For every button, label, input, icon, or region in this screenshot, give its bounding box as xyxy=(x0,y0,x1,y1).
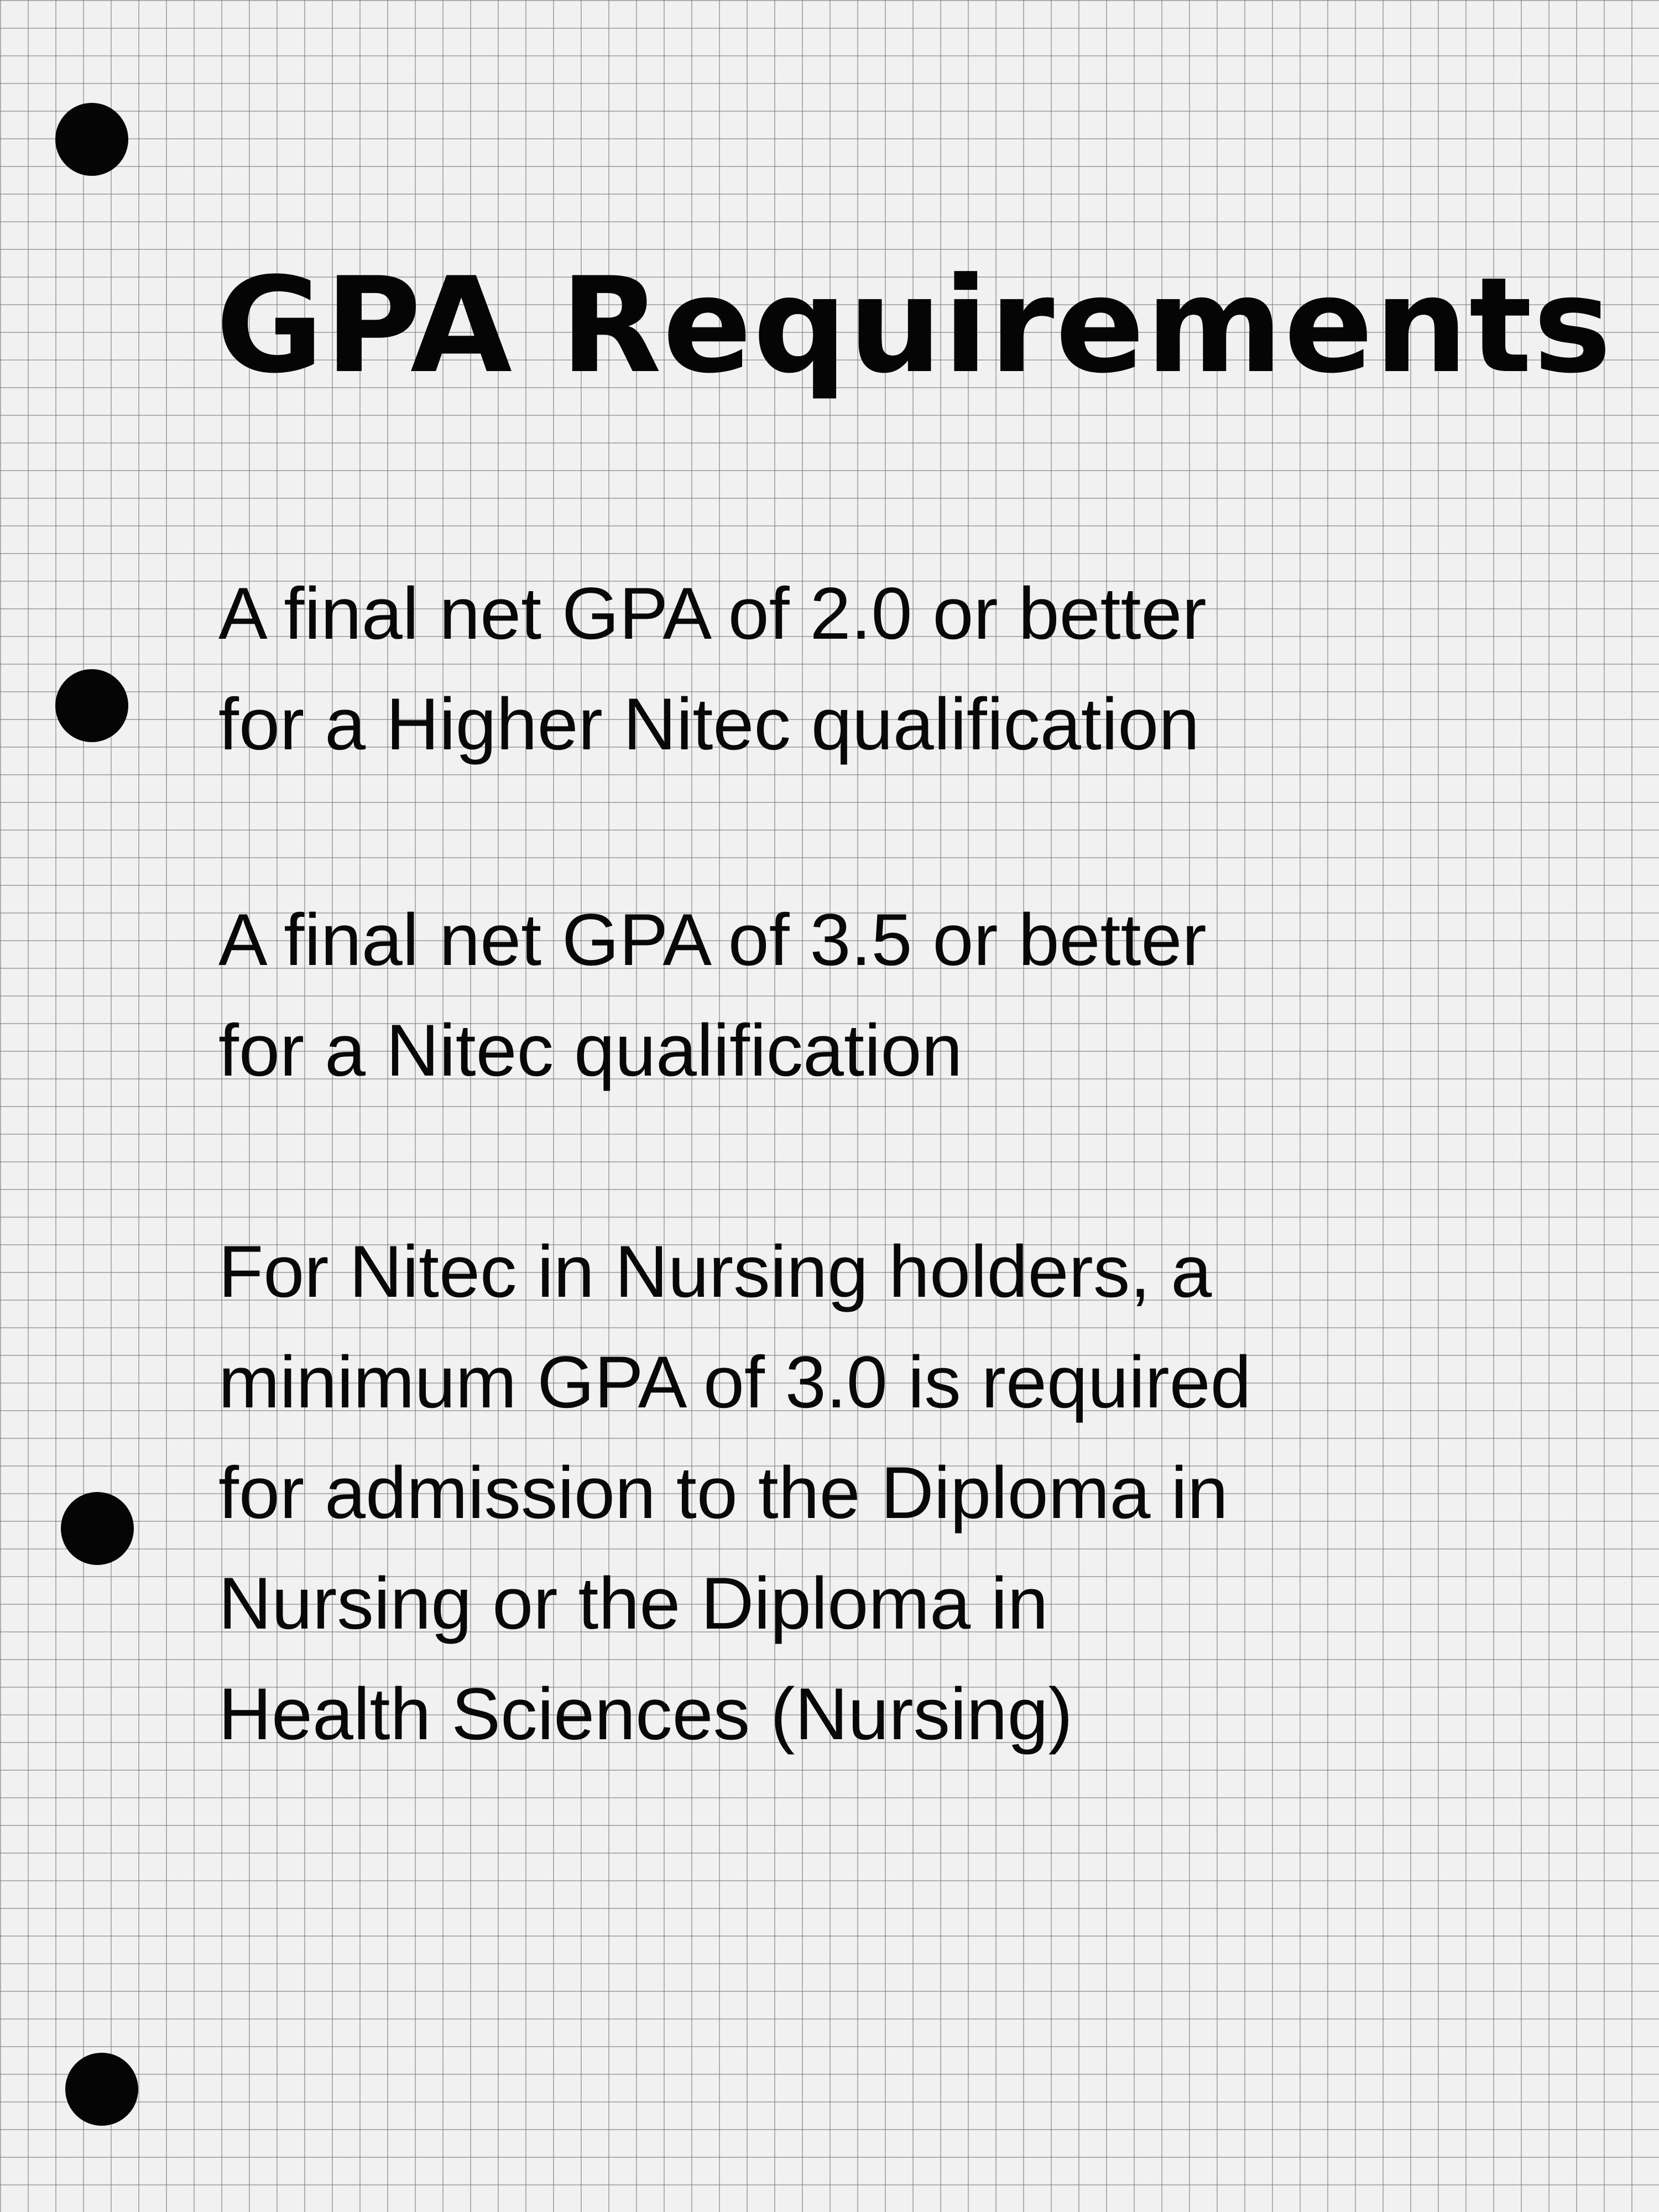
binder-hole xyxy=(55,103,128,176)
text-line: Nursing or the Diploma in xyxy=(218,1563,1048,1645)
text-line: for a Nitec qualification xyxy=(218,1010,963,1092)
page-title: GPA Requirements xyxy=(216,249,1613,403)
binder-hole xyxy=(61,1492,134,1565)
text-line: For Nitec in Nursing holders, a xyxy=(218,1231,1212,1313)
text-line: for a Higher Nitec qualification xyxy=(218,684,1200,765)
text-line: A final net GPA of 2.0 or better xyxy=(218,573,1207,655)
requirement-nursing xyxy=(218,1217,1490,1770)
requirement-higher-nitec xyxy=(218,559,1490,780)
text-line: A final net GPA of 3.5 or better xyxy=(218,899,1207,981)
text-line: Health Sciences (Nursing) xyxy=(218,1673,1073,1755)
binder-hole xyxy=(65,2053,138,2126)
requirement-nitec xyxy=(218,885,1490,1106)
binder-hole xyxy=(55,669,128,742)
text-line: minimum GPA of 3.0 is required xyxy=(218,1342,1251,1423)
text-line: for admission to the Diploma in xyxy=(218,1452,1228,1534)
